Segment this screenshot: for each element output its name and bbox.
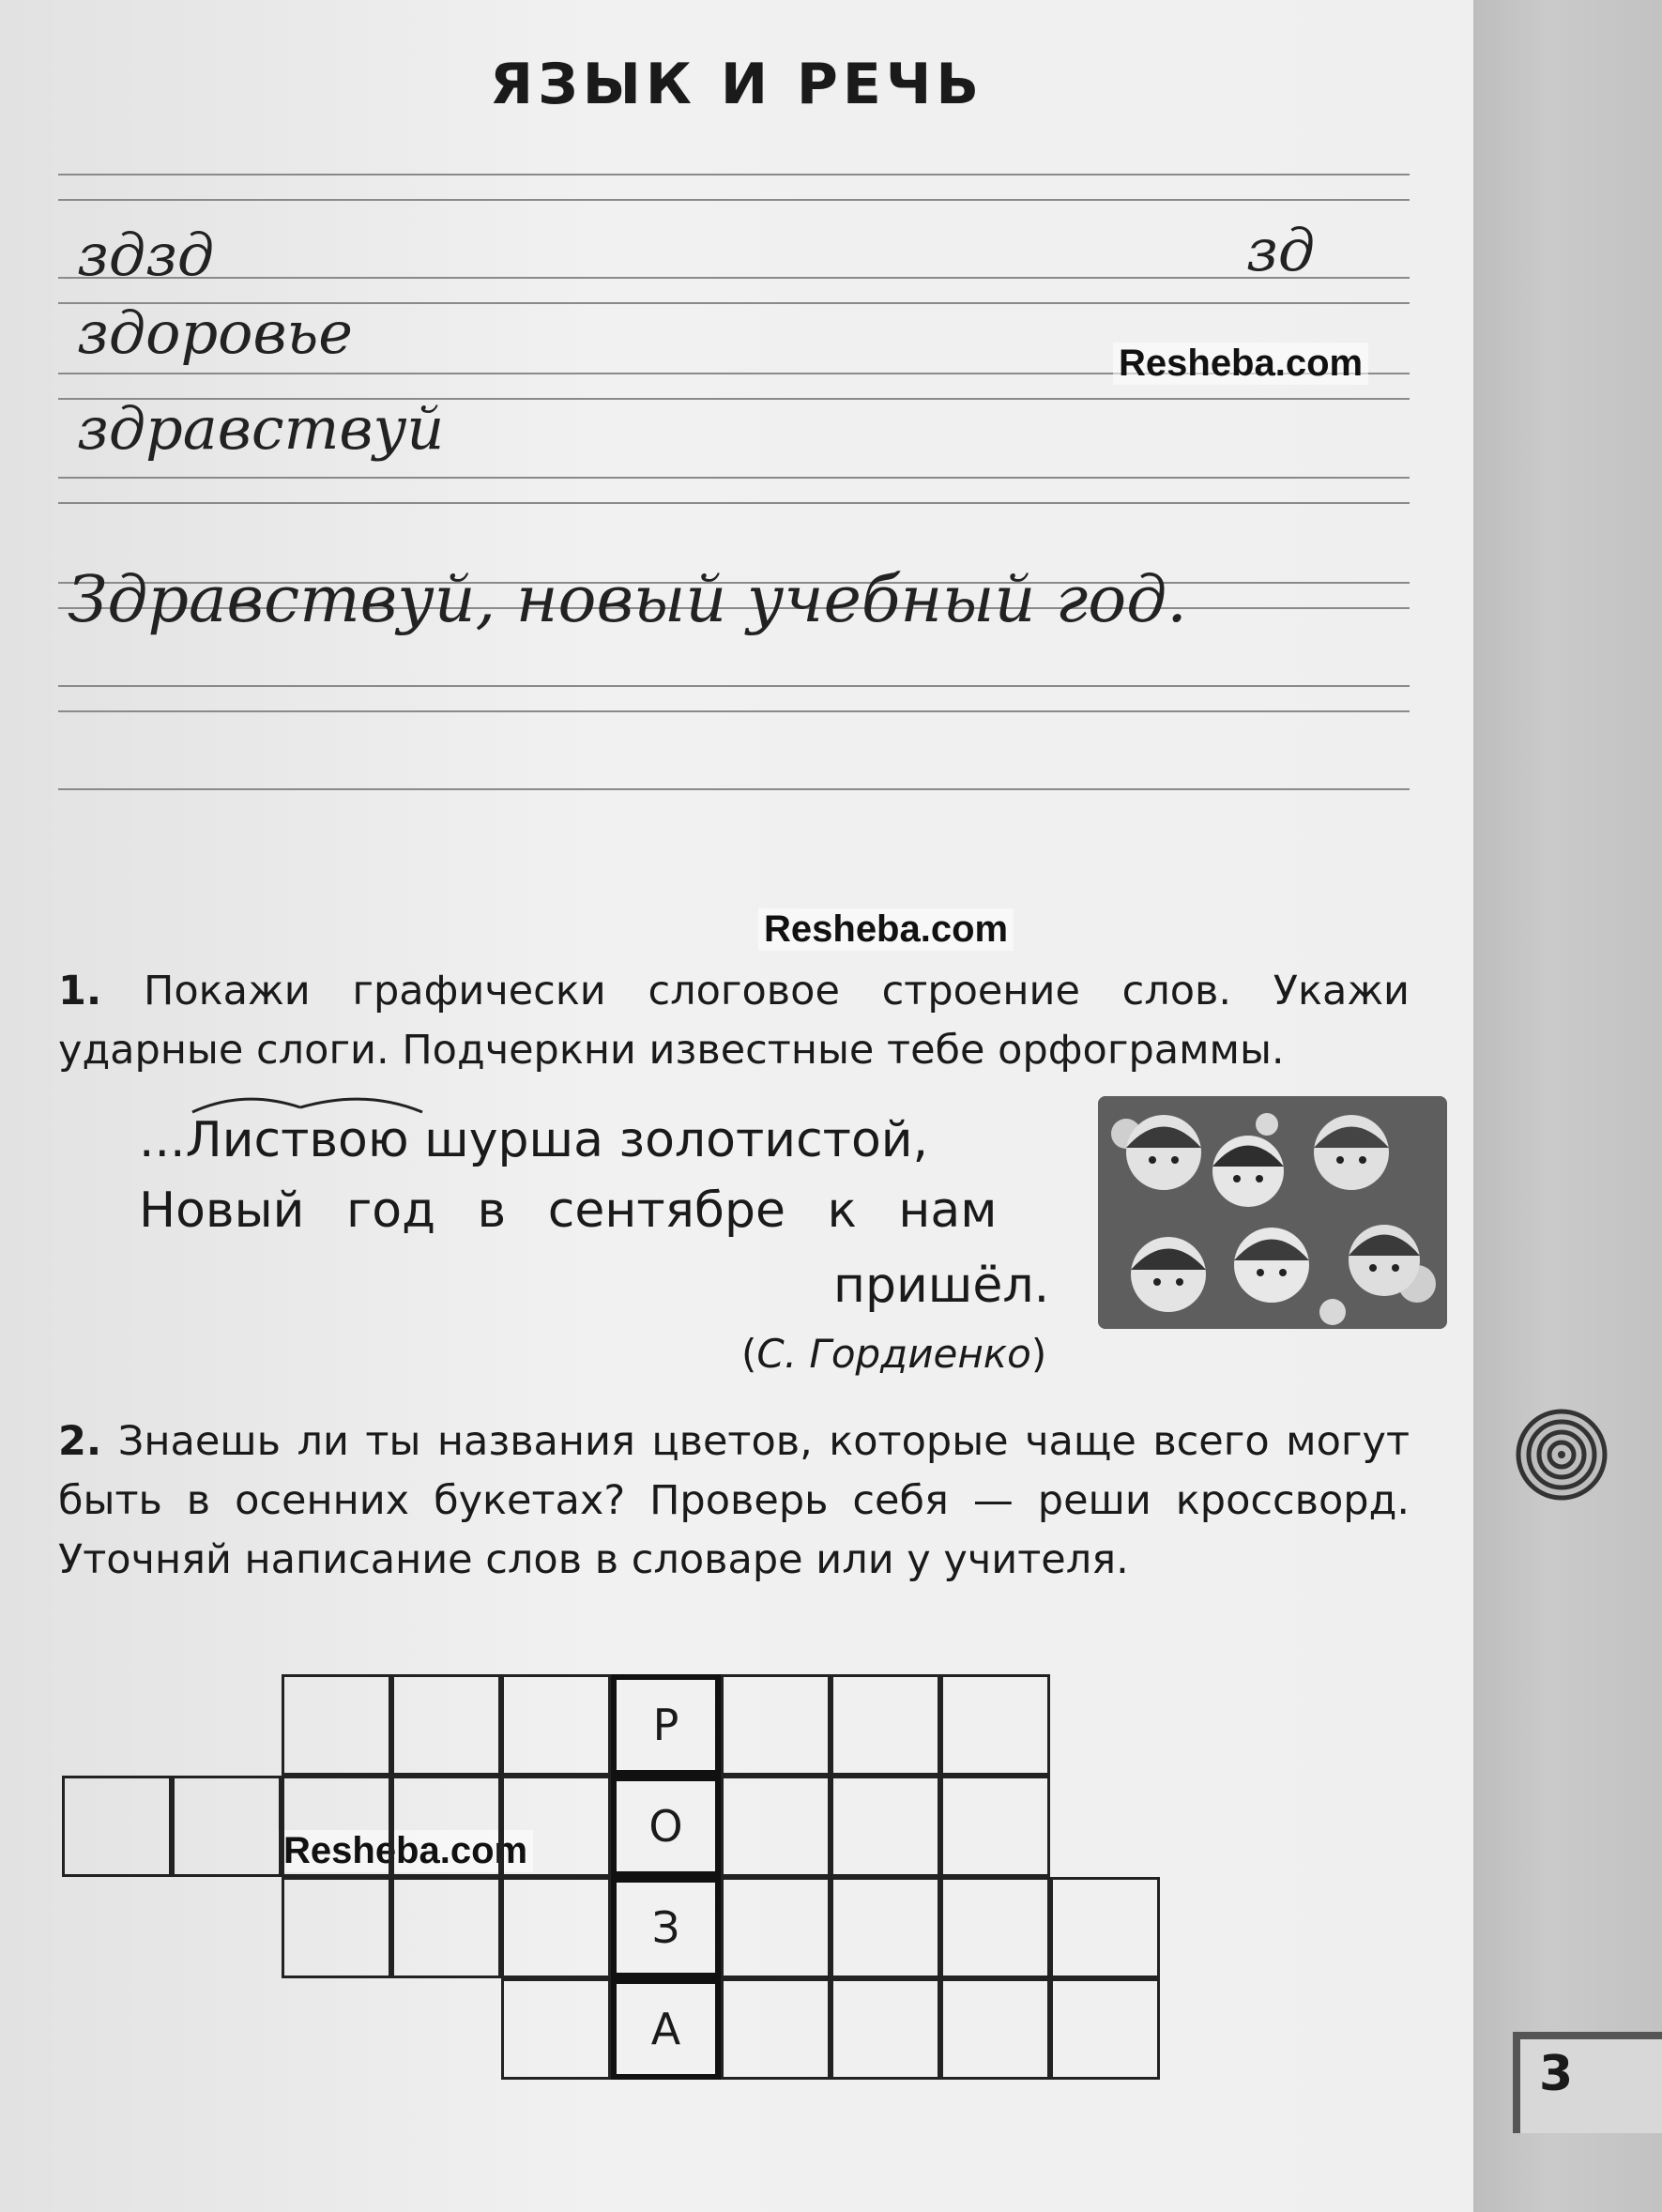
crossword-cell[interactable] xyxy=(940,1877,1050,1978)
ruled-line xyxy=(58,199,1410,201)
handwriting-line-3: здравствуй xyxy=(77,394,445,463)
crossword-cell[interactable] xyxy=(391,1776,501,1877)
spiral-icon xyxy=(1515,1408,1609,1502)
crossword-cell[interactable] xyxy=(831,1978,940,2080)
author-name: С. Гордиенко xyxy=(756,1331,1031,1377)
task-1 xyxy=(58,962,1410,1080)
crossword-cell[interactable] xyxy=(391,1674,501,1776)
author-paren-close: ) xyxy=(1030,1331,1047,1377)
handwriting-line-1-right: зд xyxy=(1246,216,1316,284)
ruled-line xyxy=(58,685,1410,687)
ruled-line xyxy=(58,788,1410,790)
crossword-cell[interactable] xyxy=(282,1877,391,1978)
crossword-cell[interactable] xyxy=(501,1978,611,2080)
watermark: Resheba.com xyxy=(278,1830,533,1872)
crossword-cell[interactable] xyxy=(831,1674,940,1776)
watermark: Resheba.com xyxy=(758,908,1014,951)
task-2 xyxy=(58,1412,1410,1590)
crossword-cell[interactable] xyxy=(501,1674,611,1776)
poem-author xyxy=(741,1331,1046,1377)
crossword-cell[interactable] xyxy=(940,1978,1050,2080)
crossword-cell[interactable] xyxy=(1050,1877,1160,1978)
ruled-line xyxy=(58,710,1410,712)
crossword-cell[interactable] xyxy=(501,1776,611,1877)
crossword-cell[interactable] xyxy=(721,1776,831,1877)
crossword-key-cell-2[interactable]: О xyxy=(611,1776,721,1877)
crossword-cell[interactable] xyxy=(721,1674,831,1776)
ruled-line xyxy=(58,277,1410,279)
poem-line-2: Новый год в сентябре к нам xyxy=(139,1182,998,1239)
crossword-cell[interactable] xyxy=(282,1674,391,1776)
crossword-cell[interactable] xyxy=(62,1776,172,1877)
crossword-cell[interactable] xyxy=(172,1776,282,1877)
crossword-cell[interactable] xyxy=(831,1877,940,1978)
ruled-line xyxy=(58,174,1410,175)
crossword-key-cell-1[interactable]: Р xyxy=(611,1674,721,1776)
crossword-key-cell-3[interactable]: З xyxy=(611,1877,721,1978)
page-title: ЯЗЫК И РЕЧЬ xyxy=(489,52,984,117)
page-number-frame xyxy=(1513,2032,1662,2133)
crossword-cell[interactable] xyxy=(282,1776,391,1877)
children-illustration xyxy=(1098,1096,1447,1329)
page-number: 3 xyxy=(1539,2046,1574,2102)
page-edge-strip xyxy=(1473,0,1662,2212)
author-paren-open: ( xyxy=(741,1331,757,1377)
crossword-cell[interactable] xyxy=(721,1978,831,2080)
crossword-cell[interactable] xyxy=(940,1674,1050,1776)
crossword-cell[interactable] xyxy=(1050,1978,1160,2080)
task-2-text: Знаешь ли ты названия цветов, которые чаще всего могут быть в осенних букетах? Проверь себя — реши кроссворд. Уточняй написание слов в словаре или у учителя. xyxy=(58,1418,1410,1583)
crossword-cell[interactable] xyxy=(501,1877,611,1978)
ruled-line xyxy=(58,477,1410,479)
crossword-cell[interactable] xyxy=(721,1877,831,1978)
task-2-number: 2. xyxy=(58,1418,102,1465)
task-1-text: Покажи графически слоговое строение слов. Укажи ударные слоги. Подчеркни известные тебе орфограммы. xyxy=(58,968,1410,1074)
crossword-cell[interactable] xyxy=(391,1877,501,1978)
handwriting-line-4: Здравствуй, новый учебный год. xyxy=(68,563,1187,637)
handwriting-line-1-left: здзд xyxy=(77,221,215,289)
task-1-number: 1. xyxy=(58,968,102,1014)
poem-line-3: пришёл. xyxy=(833,1258,1050,1314)
ruled-line xyxy=(58,502,1410,504)
crossword-cell[interactable] xyxy=(831,1776,940,1877)
poem-line-1: ...Листвою шурша золотистой, xyxy=(139,1112,929,1168)
crossword-cell[interactable] xyxy=(940,1776,1050,1877)
handwriting-line-2: здоровье xyxy=(77,298,353,367)
crossword-key-cell-4[interactable]: А xyxy=(611,1978,721,2080)
watermark: Resheba.com xyxy=(1113,343,1368,385)
